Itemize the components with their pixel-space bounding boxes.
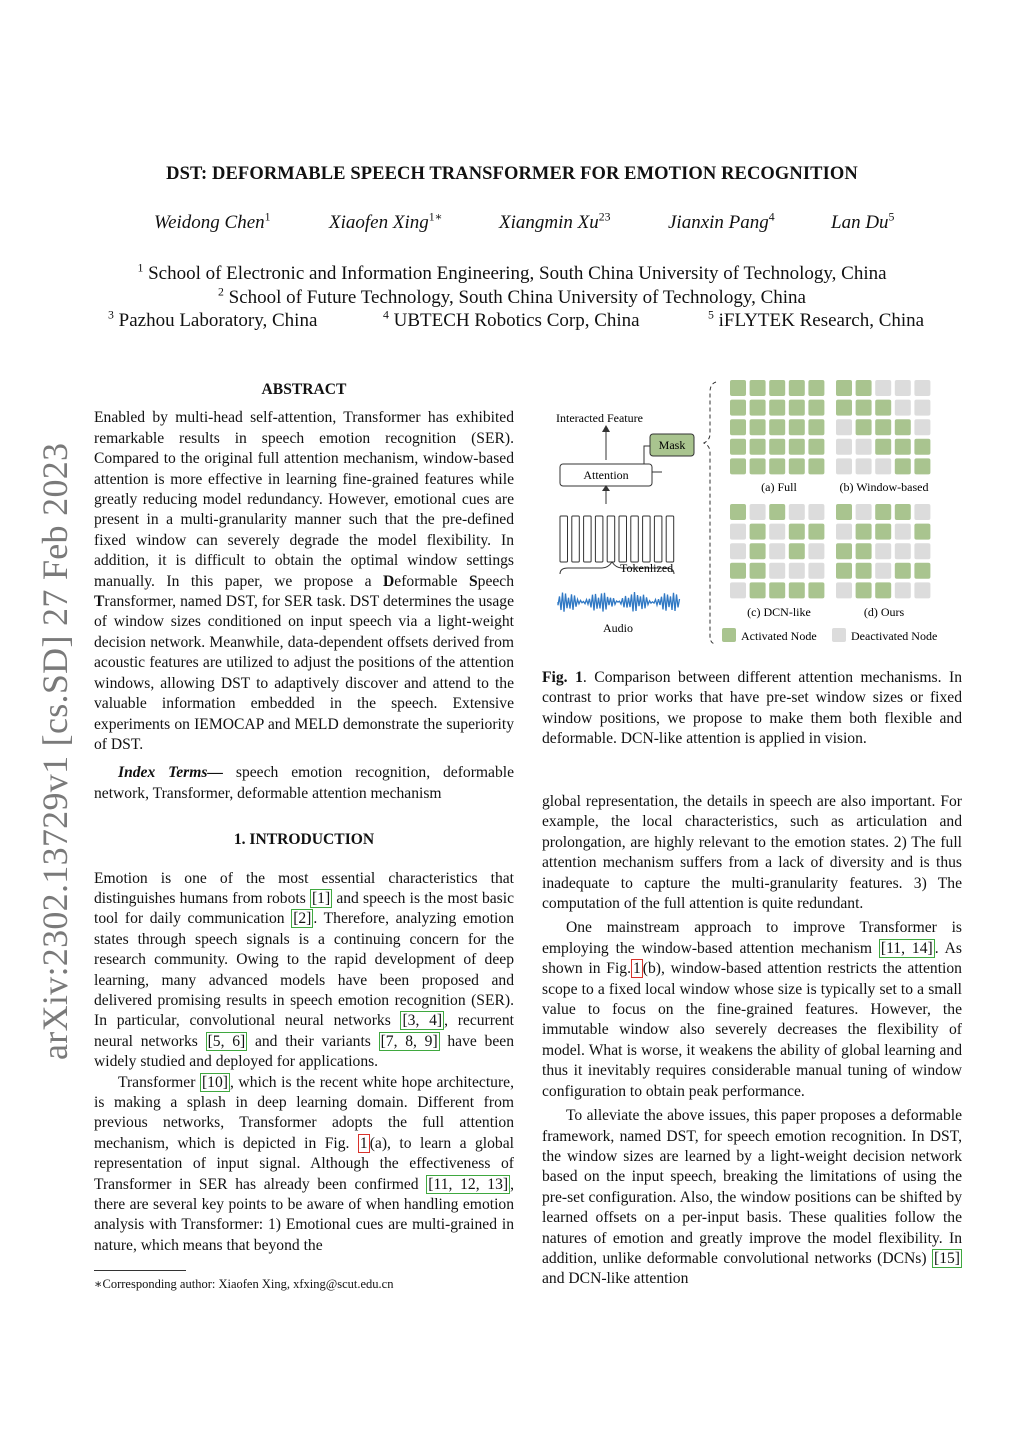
grid-node-window bbox=[836, 380, 852, 396]
grid-node-dcn bbox=[769, 524, 785, 540]
token-bar bbox=[666, 516, 674, 562]
audio-label: Audio bbox=[603, 621, 633, 635]
token-bars bbox=[560, 516, 674, 562]
footnote: ∗Corresponding author: Xiaofen Xing, xfxing@scut.edu.cn bbox=[94, 1277, 394, 1291]
citation-link[interactable]: [11, 14] bbox=[880, 939, 933, 957]
grid-label-ours: (d) Ours bbox=[863, 605, 905, 619]
grid-node-window bbox=[856, 400, 872, 416]
grid-node-dcn bbox=[769, 563, 785, 579]
citation-link[interactable]: [3, 4] bbox=[402, 1012, 443, 1030]
citation-link[interactable]: [10] bbox=[201, 1073, 228, 1091]
grid-node-full bbox=[750, 400, 766, 416]
grid-node-window bbox=[895, 380, 911, 396]
grid-node-ours bbox=[895, 543, 911, 559]
author: Xiangmin Xu$^{23}$ bbox=[499, 210, 611, 233]
figure-1 bbox=[548, 376, 960, 648]
grid-label-full: (a) Full bbox=[761, 480, 797, 494]
grid-node-window bbox=[914, 458, 930, 474]
affiliation-5: $^5$ iFLYTEK Research, China bbox=[708, 308, 925, 331]
grid-node-full bbox=[750, 439, 766, 455]
right-paragraph-1: global representation, the details in speech are also important. For example, the local characteristics, such as articulation and prolongation, are highly relevant to the emotion states. 2) The full attention mechanism suffers from a lack of diversity and is thus inadequate to capture the multi-granularity features. 3) The computation of the full attention is quite redundant. bbox=[542, 793, 962, 913]
grid-node-window bbox=[836, 439, 852, 455]
grid-node-full bbox=[769, 419, 785, 435]
grid-node-ours bbox=[914, 524, 930, 540]
grid-node-full bbox=[769, 380, 785, 396]
citation-link[interactable]: [2] bbox=[293, 910, 312, 928]
grid-node-dcn bbox=[769, 582, 785, 598]
grid-node-window bbox=[856, 419, 872, 435]
grid-node-window bbox=[875, 458, 891, 474]
token-bar bbox=[619, 516, 627, 562]
grid-node-ours bbox=[856, 504, 872, 520]
grid-node-dcn bbox=[769, 504, 785, 520]
grid-node-ours bbox=[895, 582, 911, 598]
grid-node-dcn bbox=[808, 543, 824, 559]
right-paragraph-3: To alleviate the above issues, this paper proposes a deformable framework, named DST, for speech emotion recognition. In DST, the window sizes are learned by a light-weight decision network based on the input speech, breaking the limitations of using the pre-set configuration. Also, the window positions can be shifted by learned offsets on a per-input basis. These qualities follow the natures of emotion and greatly improve the model flexibility. In addition, unlike deformable convolutional networks (DCNs) [15] and DCN-like attention bbox=[542, 1107, 962, 1288]
author: Lan Du$^5$ bbox=[831, 210, 895, 233]
mask-label: Mask bbox=[658, 438, 686, 452]
affiliation-1: $^1$ School of Electronic and Information Engineering, South China University of Technology, China bbox=[137, 261, 887, 284]
grid-node-ours bbox=[856, 563, 872, 579]
abstract-body: Enabled by multi-head self-attention, Transformer has exhibited remarkable results in speech emotion recognition (SER). Compared to the original full attention mechanism, window-based attention is more effective in learning fine-grained features while greatly reducing model redundancy. However, emotional cues are present in a multi-granularity manner such that the pre-defined fixed window can severely degrade the model flexibility. In addition, it is difficult to obtain the optimal window settings manually. In this paper, we propose a Deformable Speech Transformer, named DST, for SER task. DST determines the usage of window sizes conditioned on input speech via a light-weight decision network. Meanwhile, data-dependent offsets derived from acoustic features are utilized to adjust the positions of the attention windows, allowing DST to adaptively discover and attend to the valuable information embedded in the speech. Extensive experiments on IEMOCAP and MELD demonstrate the superiority of DST. bbox=[94, 409, 514, 753]
grid-node-full bbox=[789, 419, 805, 435]
grid-node-ours bbox=[914, 563, 930, 579]
affiliation-2: $^2$ School of Future Technology, South China University of Technology, China bbox=[218, 285, 806, 308]
grid-node-window bbox=[875, 419, 891, 435]
grid-node-ours bbox=[875, 563, 891, 579]
token-bar bbox=[595, 516, 603, 562]
interacted-feature-label: Interacted Feature bbox=[556, 411, 643, 425]
abstract-heading: ABSTRACT bbox=[261, 381, 347, 398]
token-bar bbox=[572, 516, 580, 562]
figure-caption: Fig. 1. Comparison between different attention mechanisms. In contrast to prior works that have pre-set window sizes or fixed window positions, we propose to make them both flexible and deformable. DCN-like attention is applied in vision. bbox=[542, 669, 962, 748]
grid-node-full bbox=[808, 439, 824, 455]
grid-node-ours bbox=[914, 504, 930, 520]
grid-node-ours bbox=[836, 543, 852, 559]
token-bar bbox=[607, 516, 615, 562]
grid-node-dcn bbox=[789, 563, 805, 579]
grid-node-full bbox=[808, 380, 824, 396]
token-bar bbox=[631, 516, 639, 562]
intro-heading: 1. INTRODUCTION bbox=[233, 831, 375, 849]
grid-node-full bbox=[769, 400, 785, 416]
grid-node-full bbox=[808, 419, 824, 435]
grid-node-ours bbox=[875, 524, 891, 540]
grid-node-ours bbox=[895, 504, 911, 520]
grid-node-window bbox=[875, 400, 891, 416]
grid-node-dcn bbox=[769, 543, 785, 559]
grid-node-full bbox=[750, 380, 766, 396]
paper-title: DST: DEFORMABLE SPEECH TRANSFORMER FOR EMOTION RECOGNITION bbox=[166, 164, 858, 184]
grid-node-window bbox=[895, 458, 911, 474]
grid-node-ours bbox=[914, 543, 930, 559]
grid-node-full bbox=[808, 400, 824, 416]
grid-node-full bbox=[789, 458, 805, 474]
grid-node-dcn bbox=[789, 543, 805, 559]
grid-node-dcn bbox=[730, 543, 746, 559]
token-bar bbox=[584, 516, 592, 562]
index-terms: Index Terms— speech emotion recognition, deformable network, Transformer, deformable attention mechanism bbox=[94, 764, 514, 802]
grid-node-dcn bbox=[750, 504, 766, 520]
grid-node-full bbox=[730, 400, 746, 416]
tokenlized-label: Tokenlized bbox=[620, 561, 674, 575]
grid-node-full bbox=[808, 458, 824, 474]
grid-node-window bbox=[875, 380, 891, 396]
grid-node-dcn bbox=[808, 524, 824, 540]
grid-node-full bbox=[769, 439, 785, 455]
intro-paragraph-2: Transformer [10] , which is the recent white hope architecture, is making a splash in deep learning domain. Different from previous networks, Transformer adopts the full attention mechanism, which is depicted in Fig. 1 (a), to learn a global representation of input signal. Although the effectiveness of Transformer in SER has already been confirmed [11, 12, 13] , there are several key points to be aware of when handling emotion analysis with Transformer: 1) Emotional cues are multi-grained in nature, which means that beyond the bbox=[94, 1073, 514, 1254]
author: Weidong Chen$^1$ bbox=[154, 210, 271, 233]
grid-node-window bbox=[836, 419, 852, 435]
affiliation-row-3 bbox=[0, 310, 1024, 334]
grid-node-ours bbox=[895, 524, 911, 540]
figure-brace bbox=[704, 382, 716, 644]
token-bar bbox=[654, 516, 662, 562]
grid-node-window bbox=[895, 439, 911, 455]
citation-link[interactable]: [5, 6] bbox=[207, 1032, 246, 1050]
grid-node-ours bbox=[836, 563, 852, 579]
grid-node-dcn bbox=[750, 543, 766, 559]
author: Jianxin Pang$^4$ bbox=[668, 210, 775, 233]
arxiv-identifier: arXiv:2302.13729v1 [cs.SD] 27 Feb 2023 bbox=[35, 442, 75, 1060]
grid-node-dcn bbox=[789, 524, 805, 540]
grid-node-ours bbox=[875, 582, 891, 598]
grid-label-dcn: (c) DCN-like bbox=[747, 605, 811, 619]
grid-node-dcn bbox=[750, 524, 766, 540]
grid-node-full bbox=[750, 458, 766, 474]
footnote-rule bbox=[94, 1270, 186, 1271]
grid-node-ours bbox=[856, 524, 872, 540]
grid-node-window bbox=[856, 458, 872, 474]
legend-active-swatch bbox=[722, 628, 736, 642]
grid-node-dcn bbox=[789, 504, 805, 520]
legend-inactive-label: Deactivated Node bbox=[851, 629, 938, 643]
grid-node-window bbox=[895, 400, 911, 416]
grid-node-full bbox=[730, 419, 746, 435]
attention-label: Attention bbox=[583, 468, 629, 482]
citation-link[interactable]: [15] bbox=[934, 1249, 960, 1267]
grid-node-full bbox=[730, 380, 746, 396]
grid-node-dcn bbox=[730, 504, 746, 520]
grid-node-full bbox=[769, 458, 785, 474]
grid-node-full bbox=[730, 439, 746, 455]
grid-node-window bbox=[914, 419, 930, 435]
grid-node-ours bbox=[875, 504, 891, 520]
right-paragraph-2: One mainstream approach to improve Transformer is employing the window-based attention mechanism [11, 14] . As shown in Fig. 1 (b), window-based attention restricts the attention scope to a fixed local window whose size is typically set to a small value to focus on the fine-grained features. However, the immutable window also severely decreases the flexibility of model. What is worse, it weakens the ability of global learning and thus it inevitably requires considerable manual tuning of window configuration to obtain peak performance. bbox=[542, 919, 962, 1100]
grid-node-ours bbox=[914, 582, 930, 598]
grid-node-dcn bbox=[750, 582, 766, 598]
grid-node-ours bbox=[856, 543, 872, 559]
right-column bbox=[542, 792, 962, 1290]
grid-node-ours bbox=[836, 524, 852, 540]
grid-node-dcn bbox=[808, 563, 824, 579]
intro-paragraph-1: Emotion is one of the most essential characteristics that distinguishes humans from robots [1] and speech is the most basic tool for daily communication [2] . Therefore, analyzing emotion states through speech signals is a continuing concern for the research community. Owing to the rapid development of deep learning, many advanced models have been proposed and delivered promising results in speech emotion recognition (SER). In particular, convolutional neural networks [3, 4] , recurrent neural networks [5, 6] and their variants [7, 8, 9] have been widely studied and deployed for applications. bbox=[94, 869, 514, 1071]
figure-link[interactable]: 1 bbox=[359, 1134, 368, 1152]
citation-link[interactable]: [7, 8, 9] bbox=[380, 1032, 438, 1050]
grid-node-full bbox=[789, 400, 805, 416]
audio-waveform bbox=[558, 592, 680, 612]
grid-node-window bbox=[875, 439, 891, 455]
grid-node-dcn bbox=[730, 563, 746, 579]
grid-node-ours bbox=[856, 582, 872, 598]
grid-node-ours bbox=[895, 563, 911, 579]
grid-node-full bbox=[750, 419, 766, 435]
affiliation-4: $^4$ UBTECH Robotics Corp, China bbox=[383, 308, 640, 331]
affiliation-3: $^3$ Pazhou Laboratory, China bbox=[108, 308, 318, 331]
token-bar bbox=[643, 516, 651, 562]
grid-node-ours bbox=[836, 582, 852, 598]
grid-node-dcn bbox=[730, 524, 746, 540]
grid-node-window bbox=[914, 400, 930, 416]
grid-node-window bbox=[856, 439, 872, 455]
grid-node-dcn bbox=[750, 563, 766, 579]
grid-node-window bbox=[914, 439, 930, 455]
citation-link[interactable]: [1] bbox=[311, 889, 331, 907]
grid-node-dcn bbox=[808, 582, 824, 598]
citation-link[interactable]: [11, 12, 13] bbox=[428, 1175, 509, 1193]
grid-node-ours bbox=[875, 543, 891, 559]
grid-node-window bbox=[836, 458, 852, 474]
author: Xiaofen Xing$^{1∗}$ bbox=[329, 210, 443, 233]
grid-node-dcn bbox=[730, 582, 746, 598]
grid-node-dcn bbox=[808, 504, 824, 520]
left-column bbox=[94, 380, 514, 1256]
grid-node-window bbox=[914, 380, 930, 396]
legend-active-label: Activated Node bbox=[741, 629, 817, 643]
grid-node-ours bbox=[836, 504, 852, 520]
grid-node-window bbox=[895, 419, 911, 435]
grid-label-window: (b) Window-based bbox=[839, 480, 929, 494]
grid-node-window bbox=[856, 380, 872, 396]
grid-node-dcn bbox=[789, 582, 805, 598]
figure-link[interactable]: 1 bbox=[633, 960, 641, 978]
grid-node-full bbox=[789, 380, 805, 396]
grid-node-full bbox=[789, 439, 805, 455]
legend-inactive-swatch bbox=[832, 628, 846, 642]
grid-node-window bbox=[836, 400, 852, 416]
grid-node-full bbox=[730, 458, 746, 474]
token-bar bbox=[560, 516, 568, 562]
